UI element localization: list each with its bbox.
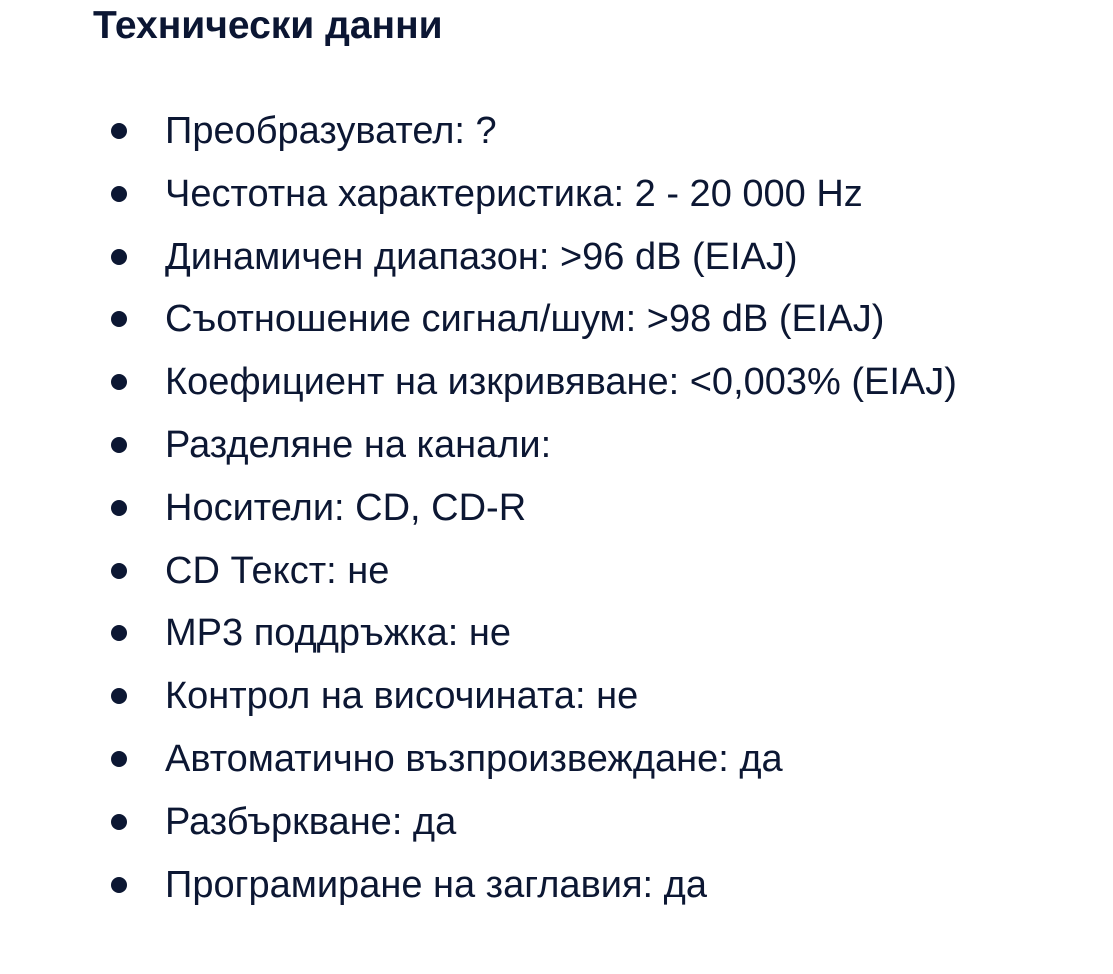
spec-text: Контрол на височината: не <box>165 675 639 718</box>
bullet-icon <box>111 437 127 453</box>
spec-item-pitch-control <box>0 665 1113 728</box>
spec-text: Съотношение сигнал/шум: >98 dB (EIAJ) <box>165 298 885 341</box>
spec-item-channel-separation <box>0 414 1113 477</box>
spec-text: Разделяне на канали: <box>165 423 552 466</box>
page-title: Технически данни <box>93 4 443 47</box>
spec-item-track-programming <box>0 854 1113 917</box>
bullet-icon <box>111 814 127 830</box>
spec-text: Коефициент на изкривяване: <0,003% (EIAJ) <box>165 361 957 404</box>
spec-item-converter <box>0 100 1113 163</box>
spec-item-frequency-response <box>0 163 1113 226</box>
spec-item-media <box>0 477 1113 540</box>
bullet-icon <box>111 249 127 265</box>
spec-item-shuffle <box>0 791 1113 854</box>
bullet-icon <box>111 186 127 202</box>
bullet-icon <box>111 123 127 139</box>
spec-text: Преобразувател: ? <box>165 110 497 152</box>
spec-text: Носители: CD, CD-R <box>165 486 527 529</box>
spec-item-signal-to-noise <box>0 288 1113 351</box>
spec-item-mp3-support <box>0 602 1113 665</box>
spec-item-dynamic-range <box>0 226 1113 289</box>
bullet-icon <box>111 877 127 893</box>
spec-item-auto-play <box>0 728 1113 791</box>
bullet-icon <box>111 751 127 767</box>
spec-item-distortion <box>0 351 1113 414</box>
bullet-icon <box>111 625 127 641</box>
specs-list <box>0 100 1113 916</box>
spec-text: Честотна характеристика: 2 - 20 000 Hz <box>165 172 863 215</box>
bullet-icon <box>111 311 127 327</box>
spec-text: Динамичен диапазон: >96 dB (EIAJ) <box>165 235 798 278</box>
spec-item-cd-text <box>0 540 1113 603</box>
bullet-icon <box>111 563 127 579</box>
bullet-icon <box>111 374 127 390</box>
spec-text: CD Текст: не <box>165 549 390 592</box>
spec-text: MP3 поддръжка: не <box>165 612 512 655</box>
spec-text: Разбъркване: да <box>165 800 457 843</box>
bullet-icon <box>111 500 127 516</box>
bullet-icon <box>111 688 127 704</box>
spec-text: Програмиране на заглавия: да <box>165 863 707 906</box>
spec-text: Автоматично възпроизвеждане: да <box>165 737 783 780</box>
